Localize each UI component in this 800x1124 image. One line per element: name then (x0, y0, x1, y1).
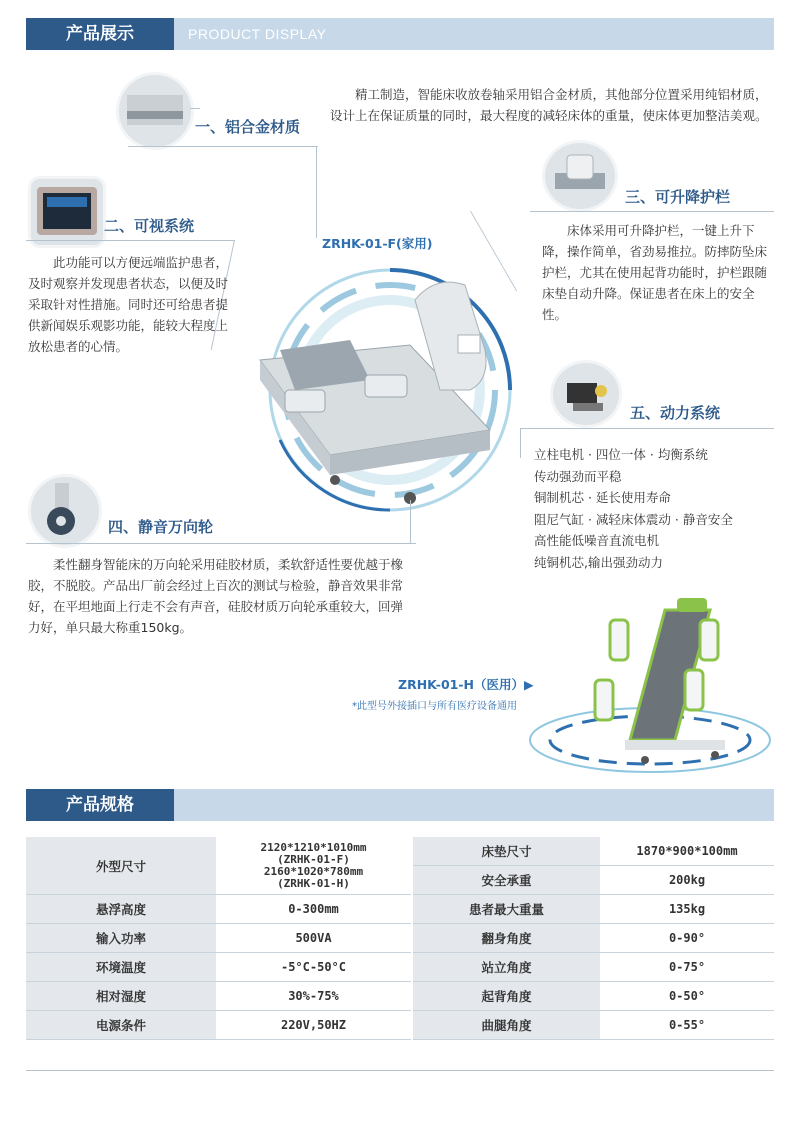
bed-illustration-medical (525, 590, 775, 780)
caster-wheel-image (28, 474, 102, 548)
power-item: 纯铜机芯,输出强劲动力 (534, 554, 663, 570)
feature-heading-power: 五、动力系统 (630, 404, 721, 422)
feature-text-visual: 此功能可以方便远端监护患者，及时观察并发现患者状态，以便及时采取针对性措施。同时还可给患者提供新闻娱乐观影功能，能较大程度上放松患者的心情。 (28, 255, 229, 354)
spec-value: 200kg (600, 866, 774, 895)
spec-value-dimensions: 2120*1210*1010mm (ZRHK-01-F) 2160*1020*780mm (ZRHK-01-H) (216, 837, 412, 895)
section-header-specs (26, 789, 774, 821)
power-item: 铜制机芯 · 延长使用寿命 (534, 490, 671, 505)
model-label-home: ZRHK-01-F(家用) (322, 236, 433, 251)
spec-label: 相对湿度 (26, 982, 216, 1011)
spec-value: -5°C-50°C (216, 953, 412, 982)
spec-label: 曲腿角度 (412, 1011, 600, 1040)
guardrail-image (542, 140, 618, 212)
spec-label: 输入功率 (26, 924, 216, 953)
feature-text-wheel: 柔性翻身智能床的万向轮采用硅胶材质，柔软舒适性要优越于橡胶，不脱胶。产品出厂前会经过上百次的测试与检验，静音效果非常好，在平坦地面上行走不会有声音，硅胶材质万向轮承重较大，回弹力好，单只最大称重150kg。 (28, 557, 404, 635)
feature-heading-aluminum: 一、铝合金材质 (195, 118, 301, 136)
table-row (26, 924, 774, 953)
section-subtitle: PRODUCT DISPLAY (188, 26, 327, 42)
section-header-product-display (26, 18, 774, 50)
power-item: 高性能低噪音直流电机 (534, 533, 660, 548)
power-item: 传动强劲而平稳 (534, 468, 622, 484)
spec-value: 1870*900*100mm (600, 837, 774, 866)
bed-illustration-home (240, 240, 570, 520)
spec-label: 安全承重 (412, 866, 600, 895)
feature-list-power (534, 444, 784, 573)
spec-value: 500VA (216, 924, 412, 953)
spec-value: 0-75° (600, 953, 774, 982)
power-system-image (550, 360, 622, 428)
table-row (26, 953, 774, 982)
spec-label: 床垫尺寸 (412, 837, 600, 866)
spec-value: 0-50° (600, 982, 774, 1011)
spec-label: 环境温度 (26, 953, 216, 982)
spec-value: 30%-75% (216, 982, 412, 1011)
table-row (26, 982, 774, 1011)
spec-table (26, 837, 774, 1040)
spec-label: 电源条件 (26, 1011, 216, 1040)
spec-label: 悬浮高度 (26, 895, 216, 924)
section-title: 产品展示 (66, 24, 134, 44)
feature-heading-guardrail: 三、可升降护栏 (625, 188, 731, 206)
spec-value: 135kg (600, 895, 774, 924)
table-row (26, 837, 774, 866)
spec-label: 翻身角度 (412, 924, 600, 953)
aluminum-material-image (116, 72, 194, 150)
feature-heading-visual: 二、可视系统 (104, 217, 195, 235)
feature-text-aluminum: 精工制造，智能床收放卷轴采用铝合金材质，其他部分位置采用纯铝材质，设计上在保证质量的同时，最大程度的减轻床体的重量，使床体更加整洁美观。 (330, 87, 768, 123)
section-title: 产品规格 (66, 795, 134, 815)
model-label-medical: ZRHK-01-H（医用）▶ (398, 677, 534, 692)
table-row (26, 895, 774, 924)
visual-system-image (28, 176, 106, 248)
spec-label: 起背角度 (412, 982, 600, 1011)
spec-value: 0-55° (600, 1011, 774, 1040)
power-item: 立柱电机 · 四位一体 · 均衡系统 (534, 447, 708, 462)
spec-label: 站立角度 (412, 953, 600, 982)
power-item: 阻尼气缸 · 减轻床体震动 · 静音安全 (534, 511, 733, 527)
spec-label: 患者最大重量 (412, 895, 600, 924)
spec-value: 0-300mm (216, 895, 412, 924)
spec-label: 外型尺寸 (26, 837, 216, 895)
table-row (26, 1011, 774, 1040)
feature-heading-wheel: 四、静音万向轮 (108, 518, 214, 536)
spec-value: 0-90° (600, 924, 774, 953)
feature-text-guardrail: 床体采用可升降护栏，一键上升下降，操作简单，省劲易推拉。防摔防坠床护栏，尤其在使用起背功能时，护栏跟随床垫自动升降。保证患者在床上的安全性。 (542, 223, 768, 322)
footer-divider (26, 1070, 774, 1071)
model-note-medical: *此型号外接插口与所有医疗设备通用 (352, 701, 517, 712)
spec-value: 220V,50HZ (216, 1011, 412, 1040)
